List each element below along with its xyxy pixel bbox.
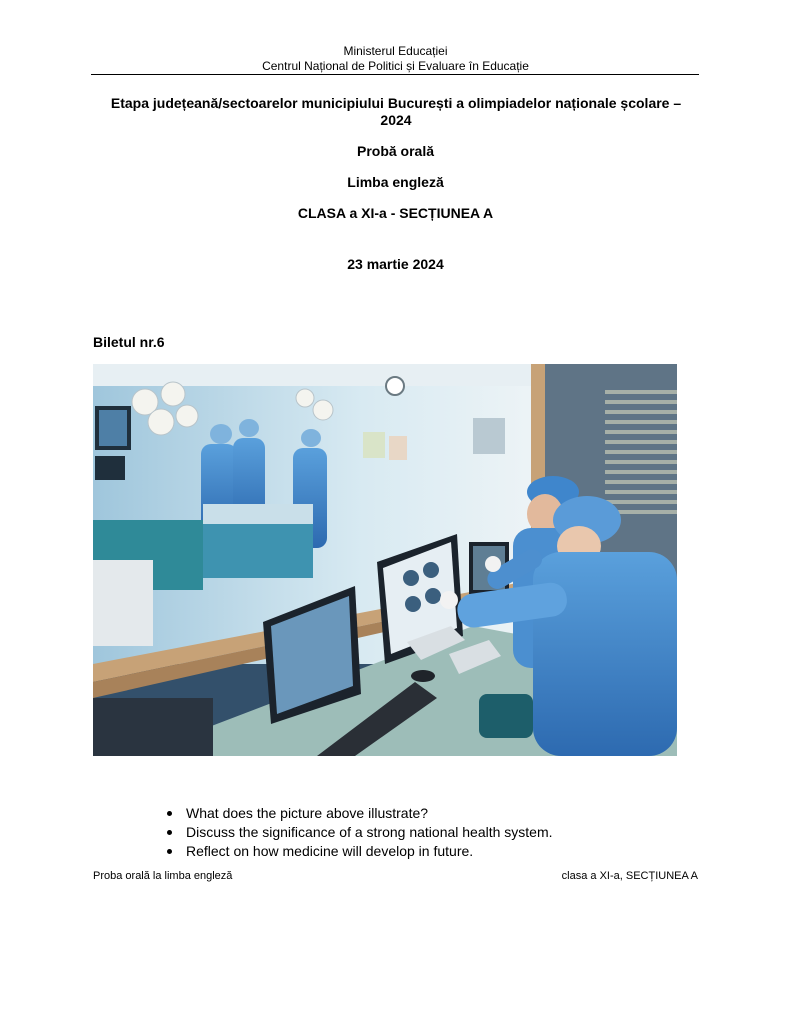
exam-title: Etapa județeană/sectoarelor municipiului București a olimpiadelor naționale școlare – 2024	[110, 95, 682, 128]
operating-room-photo	[93, 364, 677, 756]
header-divider	[91, 74, 699, 75]
class-section: CLASA a XI-a - SECȚIUNEA A	[297, 205, 494, 221]
footer-right: clasa a XI-a, SECȚIUNEA A	[561, 870, 698, 882]
subject: Limba engleză	[347, 174, 444, 190]
footer-left: Proba orală la limba engleză	[93, 870, 233, 882]
list-item: Reflect on how medicine will develop in future.	[186, 842, 553, 861]
question-list	[186, 804, 553, 861]
ticket-number: Biletul nr.6	[93, 334, 165, 350]
center-name: Centrul Național de Politici și Evaluare în Educație	[262, 59, 529, 73]
exam-date: 23 martie 2024	[347, 256, 444, 272]
test-type: Probă orală	[356, 143, 435, 159]
page-header	[0, 44, 791, 74]
list-item: Discuss the significance of a strong national health system.	[186, 824, 553, 840]
ministry-name: Ministerul Educației	[343, 44, 448, 58]
list-item: What does the picture above illustrate?	[186, 804, 553, 823]
